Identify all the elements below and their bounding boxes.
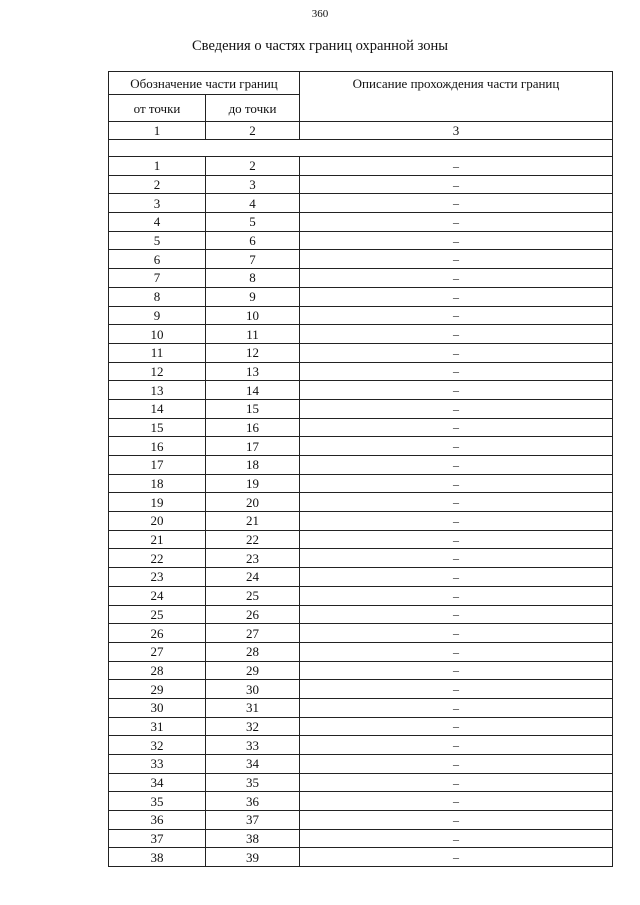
from-point-cell: 20 (109, 512, 206, 531)
description-cell: – (300, 773, 613, 792)
from-point-cell: 23 (109, 568, 206, 587)
from-point-cell: 36 (109, 811, 206, 830)
to-point-cell: 15 (206, 399, 300, 418)
description-cell: – (300, 530, 613, 549)
table-row (109, 343, 613, 362)
table-body (109, 157, 613, 867)
table-row (109, 306, 613, 325)
description-cell: – (300, 269, 613, 288)
from-point-cell: 27 (109, 642, 206, 661)
to-point-cell: 8 (206, 269, 300, 288)
to-point-cell: 2 (206, 157, 300, 176)
to-point-cell: 34 (206, 755, 300, 774)
to-point-cell: 32 (206, 717, 300, 736)
description-cell: – (300, 586, 613, 605)
description-cell: – (300, 250, 613, 269)
table-row (109, 568, 613, 587)
to-point-cell: 11 (206, 325, 300, 344)
to-point-cell: 25 (206, 586, 300, 605)
to-point-cell: 5 (206, 213, 300, 232)
to-point-cell: 16 (206, 418, 300, 437)
from-point-cell: 32 (109, 736, 206, 755)
table-row (109, 624, 613, 643)
table-row (109, 474, 613, 493)
from-point-cell: 26 (109, 624, 206, 643)
table-row (109, 418, 613, 437)
table-row (109, 175, 613, 194)
from-point-cell: 1 (109, 157, 206, 176)
description-cell: – (300, 456, 613, 475)
from-point-cell: 5 (109, 231, 206, 250)
table-row (109, 773, 613, 792)
from-point-cell: 34 (109, 773, 206, 792)
table-row (109, 792, 613, 811)
from-point-cell: 4 (109, 213, 206, 232)
table-row (109, 829, 613, 848)
table-row (109, 381, 613, 400)
to-point-cell: 12 (206, 343, 300, 362)
from-point-cell: 11 (109, 343, 206, 362)
to-point-cell: 4 (206, 194, 300, 213)
table-row (109, 325, 613, 344)
from-point-cell: 13 (109, 381, 206, 400)
from-point-cell: 29 (109, 680, 206, 699)
description-cell: – (300, 642, 613, 661)
column-number-3: 3 (300, 122, 613, 140)
from-point-cell: 12 (109, 362, 206, 381)
to-point-cell: 30 (206, 680, 300, 699)
table-row (109, 642, 613, 661)
description-cell: – (300, 717, 613, 736)
to-point-cell: 27 (206, 624, 300, 643)
to-point-cell: 3 (206, 175, 300, 194)
description-cell: – (300, 829, 613, 848)
table-row (109, 157, 613, 176)
description-cell: – (300, 680, 613, 699)
from-point-cell: 25 (109, 605, 206, 624)
from-point-cell: 6 (109, 250, 206, 269)
to-point-cell: 38 (206, 829, 300, 848)
page-title: Сведения о частях границ охранной зоны (192, 38, 448, 54)
from-point-cell: 30 (109, 698, 206, 717)
to-point-cell: 31 (206, 698, 300, 717)
from-point-cell: 31 (109, 717, 206, 736)
from-point-cell: 22 (109, 549, 206, 568)
from-point-cell: 14 (109, 399, 206, 418)
from-point-cell: 19 (109, 493, 206, 512)
description-cell: – (300, 381, 613, 400)
description-cell: – (300, 325, 613, 344)
from-point-cell: 7 (109, 269, 206, 288)
table-row (109, 399, 613, 418)
from-point-cell: 2 (109, 175, 206, 194)
description-cell: – (300, 736, 613, 755)
description-cell: – (300, 661, 613, 680)
table-row (109, 698, 613, 717)
to-point-cell: 28 (206, 642, 300, 661)
table-row (109, 530, 613, 549)
description-cell: – (300, 157, 613, 176)
table-row (109, 586, 613, 605)
description-cell: – (300, 194, 613, 213)
description-cell: – (300, 755, 613, 774)
to-point-cell: 21 (206, 512, 300, 531)
to-point-cell: 7 (206, 250, 300, 269)
table-row (109, 213, 613, 232)
description-cell: – (300, 362, 613, 381)
description-cell: – (300, 287, 613, 306)
table-row (109, 755, 613, 774)
column-number-2: 2 (206, 122, 300, 140)
table-row (109, 437, 613, 456)
to-point-cell: 22 (206, 530, 300, 549)
table-row (109, 456, 613, 475)
to-point-cell: 24 (206, 568, 300, 587)
to-point-cell: 39 (206, 848, 300, 867)
table-row (109, 512, 613, 531)
description-cell: – (300, 624, 613, 643)
table-row (109, 493, 613, 512)
header-description: Описание прохождения части границ (300, 72, 613, 122)
to-point-cell: 23 (206, 549, 300, 568)
from-point-cell: 16 (109, 437, 206, 456)
description-cell: – (300, 231, 613, 250)
to-point-cell: 9 (206, 287, 300, 306)
from-point-cell: 28 (109, 661, 206, 680)
to-point-cell: 19 (206, 474, 300, 493)
to-point-cell: 29 (206, 661, 300, 680)
to-point-cell: 18 (206, 456, 300, 475)
table-row (109, 287, 613, 306)
table-row (109, 549, 613, 568)
to-point-cell: 17 (206, 437, 300, 456)
header-from-point: от точки (109, 95, 206, 122)
table-row (109, 811, 613, 830)
from-point-cell: 9 (109, 306, 206, 325)
table-row (109, 736, 613, 755)
to-point-cell: 14 (206, 381, 300, 400)
description-cell: – (300, 792, 613, 811)
from-point-cell: 35 (109, 792, 206, 811)
from-point-cell: 24 (109, 586, 206, 605)
description-cell: – (300, 343, 613, 362)
from-point-cell: 15 (109, 418, 206, 437)
description-cell: – (300, 549, 613, 568)
to-point-cell: 33 (206, 736, 300, 755)
from-point-cell: 37 (109, 829, 206, 848)
table-row (109, 680, 613, 699)
description-cell: – (300, 568, 613, 587)
table-row (109, 250, 613, 269)
to-point-cell: 13 (206, 362, 300, 381)
table-row (109, 848, 613, 867)
to-point-cell: 35 (206, 773, 300, 792)
table-row (109, 194, 613, 213)
empty-section-row (109, 140, 613, 157)
description-cell: – (300, 512, 613, 531)
to-point-cell: 37 (206, 811, 300, 830)
from-point-cell: 33 (109, 755, 206, 774)
description-cell: – (300, 175, 613, 194)
header-boundary-designation: Обозначение части границ (109, 72, 300, 95)
description-cell: – (300, 474, 613, 493)
table-row (109, 661, 613, 680)
description-cell: – (300, 605, 613, 624)
description-cell: – (300, 811, 613, 830)
from-point-cell: 8 (109, 287, 206, 306)
to-point-cell: 26 (206, 605, 300, 624)
table-header (109, 72, 613, 157)
description-cell: – (300, 418, 613, 437)
from-point-cell: 18 (109, 474, 206, 493)
description-cell: – (300, 698, 613, 717)
from-point-cell: 21 (109, 530, 206, 549)
description-cell: – (300, 399, 613, 418)
column-number-1: 1 (109, 122, 206, 140)
table-row (109, 231, 613, 250)
description-cell: – (300, 493, 613, 512)
page-number: 360 (311, 8, 329, 20)
from-point-cell: 3 (109, 194, 206, 213)
table-row (109, 362, 613, 381)
description-cell: – (300, 848, 613, 867)
to-point-cell: 20 (206, 493, 300, 512)
from-point-cell: 38 (109, 848, 206, 867)
table-row (109, 605, 613, 624)
from-point-cell: 10 (109, 325, 206, 344)
description-cell: – (300, 213, 613, 232)
table-row (109, 717, 613, 736)
description-cell: – (300, 437, 613, 456)
to-point-cell: 10 (206, 306, 300, 325)
description-cell: – (300, 306, 613, 325)
boundary-parts-table (108, 71, 613, 867)
from-point-cell: 17 (109, 456, 206, 475)
to-point-cell: 36 (206, 792, 300, 811)
to-point-cell: 6 (206, 231, 300, 250)
table-row (109, 269, 613, 288)
header-to-point: до точки (206, 95, 300, 122)
